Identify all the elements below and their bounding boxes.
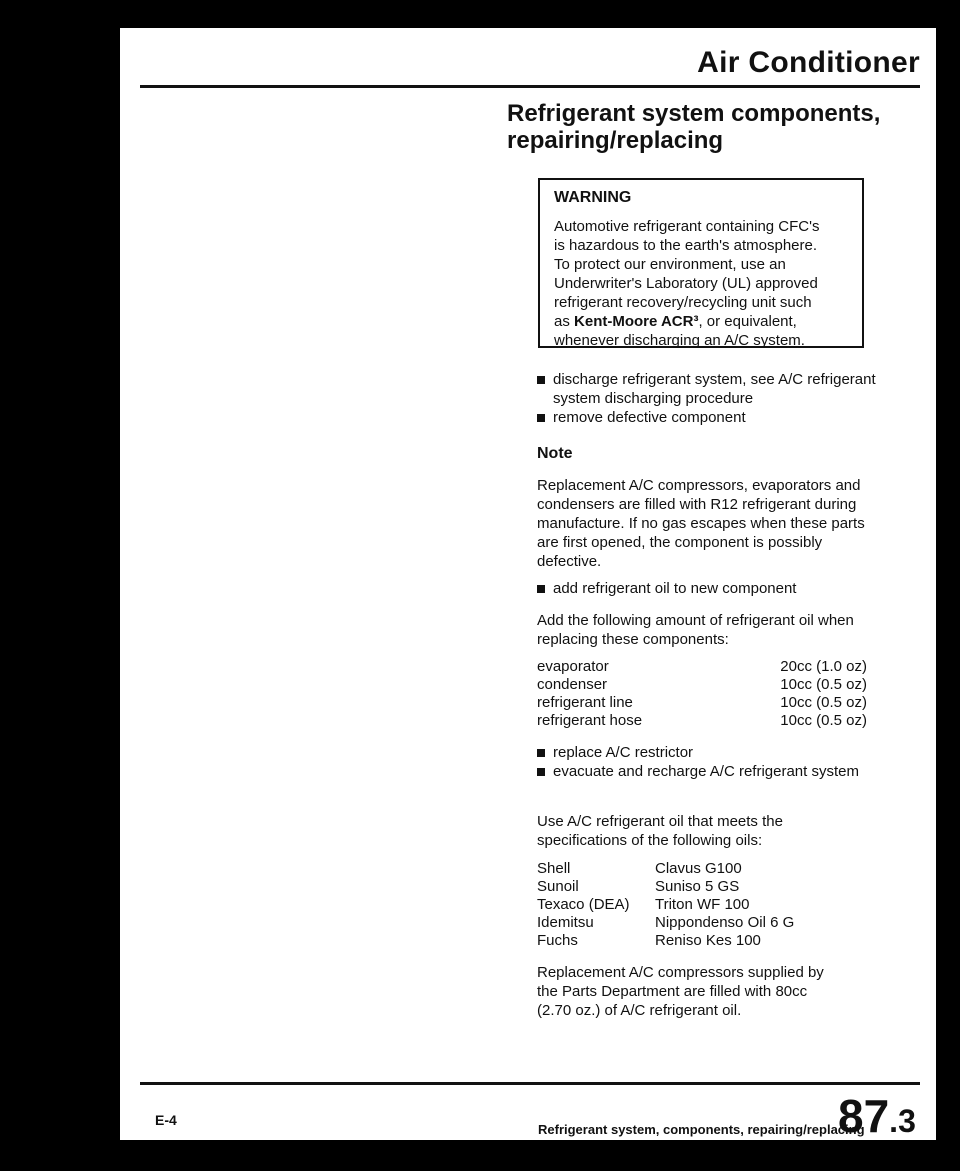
warning-brand: Kent-Moore ACR³ <box>574 313 699 330</box>
page-number <box>838 1092 916 1145</box>
scan-border-right <box>936 0 960 1171</box>
note-text: Replacement A/C compressors, evaporators and condensers are filled with R12 refrigerant during manufacture. If no gas escapes when these parts are first opened, the component is possibly defective. <box>537 477 865 570</box>
table-row <box>537 676 867 694</box>
oil-amount-table <box>537 658 867 730</box>
warning-line: is hazardous to the earth's atmosphere. <box>554 237 818 254</box>
step-item: discharge refrigerant system, see A/C refrigerant system discharging procedure <box>537 370 877 408</box>
scan-border-bottom <box>0 1140 960 1171</box>
note-title: Note <box>537 445 573 462</box>
oil-amount: 10cc (0.5 oz) <box>780 712 867 729</box>
spec-brand: Shell <box>537 860 571 877</box>
step-item: replace A/C restrictor <box>537 743 877 762</box>
step-add-oil <box>537 579 877 598</box>
oil-amount: 20cc (1.0 oz) <box>780 658 867 675</box>
header-rule <box>140 85 920 88</box>
spec-oil: Reniso Kes 100 <box>655 932 761 949</box>
page-code: E-4 <box>155 1112 177 1128</box>
table-row <box>537 658 867 676</box>
step-item: evacuate and recharge A/C refrigerant system <box>537 762 877 781</box>
table-row <box>537 878 794 896</box>
spec-brand: Fuchs <box>537 932 578 949</box>
page-number-sub: .3 <box>889 1103 916 1139</box>
spec-oil: Nippondenso Oil 6 G <box>655 914 795 931</box>
scan-border-left <box>0 0 120 1171</box>
table-row <box>537 932 794 950</box>
spec-brand: Sunoil <box>537 878 579 895</box>
oil-spec-table <box>537 860 794 950</box>
footer-rule <box>140 1082 920 1085</box>
page-title-line-1: Refrigerant system components, <box>507 100 881 127</box>
table-row <box>537 914 794 932</box>
warning-line: whenever discharging an A/C system. <box>554 332 805 349</box>
page-number-main: 87 <box>838 1090 890 1142</box>
table-row <box>537 896 794 914</box>
warning-line: To protect our environment, use an <box>554 256 786 273</box>
oil-amount: 10cc (0.5 oz) <box>780 676 867 693</box>
step-item: add refrigerant oil to new component <box>537 579 877 598</box>
oil-amount: 10cc (0.5 oz) <box>780 694 867 711</box>
table-row <box>537 694 867 712</box>
warning-line: Automotive refrigerant containing CFC's <box>554 218 820 235</box>
warning-brand-suffix: , or equivalent, <box>698 313 797 330</box>
warning-title: WARNING <box>554 189 632 206</box>
warning-line: refrigerant recovery/recycling unit such <box>554 294 812 311</box>
closing-note: Replacement A/C compressors supplied by the Parts Department are filled with 80cc (2.70 oz.) of A/C refrigerant oil. <box>537 964 824 1019</box>
oil-component: evaporator <box>537 658 609 675</box>
note-block <box>537 444 877 571</box>
warning-box <box>538 178 864 348</box>
steps-group-2 <box>537 743 877 781</box>
oil-amount-intro: Add the following amount of refrigerant oil when replacing these components: <box>537 612 854 648</box>
oil-amount-table-wrap <box>537 658 877 730</box>
oil-component: refrigerant line <box>537 694 633 711</box>
table-row <box>537 712 867 730</box>
spec-brand: Idemitsu <box>537 914 594 931</box>
page-title <box>507 100 907 154</box>
page-title-line-2: repairing/replacing <box>507 127 724 154</box>
spec-intro: Use A/C refrigerant oil that meets the specifications of the following oils: <box>537 813 783 849</box>
scan-border-top <box>0 0 960 28</box>
oil-component: condenser <box>537 676 608 693</box>
section-header: Air Conditioner <box>697 46 920 79</box>
spec-oil: Suniso 5 GS <box>655 878 740 895</box>
spec-oil: Triton WF 100 <box>655 896 750 913</box>
step-item: remove defective component <box>537 408 877 427</box>
spec-table-wrap <box>537 860 877 950</box>
spec-oil: Clavus G100 <box>655 860 742 877</box>
warning-line <box>554 312 848 331</box>
spec-brand: Texaco (DEA) <box>537 896 630 913</box>
table-row <box>537 860 794 878</box>
steps-group-1 <box>537 370 877 427</box>
warning-line: Underwriter's Laboratory (UL) approved <box>554 275 818 292</box>
warning-brand-prefix: as <box>554 313 575 330</box>
oil-component: refrigerant hose <box>537 712 643 729</box>
footer-title: Refrigerant system, components, repairing/replacing <box>538 1122 865 1137</box>
